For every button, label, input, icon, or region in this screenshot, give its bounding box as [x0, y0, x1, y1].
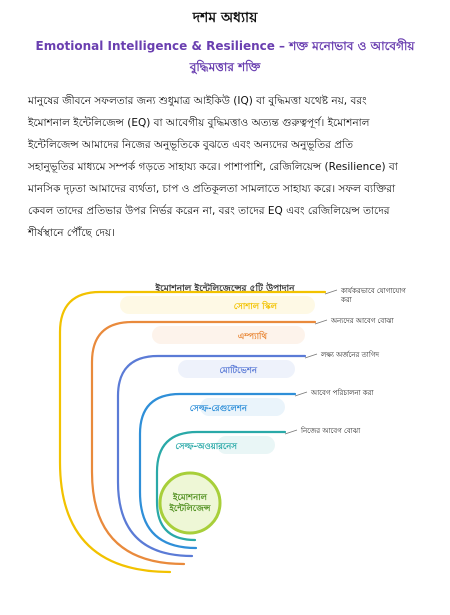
- chapter-title-line-1: Emotional Intelligence & Resilience – শক্ত মনোভাব ও আবেগীয়: [35, 39, 415, 53]
- layer-note: কার্যকরভাবে যোগাযোগ: [341, 287, 406, 295]
- note-connector: [305, 354, 317, 358]
- note-connector: [285, 430, 297, 434]
- paragraph-line: মানুষের জীবনে সফলতার জন্য শুধুমাত্র আইকিউ (IQ) বা বুদ্ধিমত্তা যথেষ্ট নয়, বরং: [28, 95, 367, 107]
- layer-label: সেল্ফ-রেগুলেশন: [189, 404, 247, 414]
- diagram-layers: [60, 287, 406, 572]
- paragraph-line: শীর্ষস্থানে পৌঁছে দেয়।: [28, 227, 115, 239]
- layer-band: [120, 296, 315, 314]
- note-connector: [295, 392, 307, 396]
- paragraph-line: মানসিক দৃঢ়তা আমাদের ব্যর্থতা, চাপ ও প্রতিকূলতা সামলাতে সাহায্য করে। সফল ব্যক্তিরা: [28, 183, 396, 195]
- layer-label: মোটিভেশন: [219, 366, 257, 376]
- core-label: ইন্টেলিজেন্স: [169, 504, 211, 514]
- note-connector: [315, 320, 327, 324]
- layer-note: অন্যদের আবেগ বোঝা: [331, 317, 394, 325]
- paragraph-line: কেবল তাদের প্রতিভার উপর নির্ভর করেন না, বরং তাদের EQ এবং রেজিলিয়েন্স তাদের: [28, 205, 390, 217]
- paragraph-line: ইমোশনাল ইন্টেলিজেন্স (EQ) বা আবেগীয় বুদ্ধিমত্তাও অত্যন্ত গুরুত্বপূর্ণ। ইমোশনাল: [28, 117, 370, 129]
- diagram-core: [160, 473, 220, 533]
- diagram-title: ইমোশনাল ইন্টেলিজেন্সের ৫টি উপাদান: [155, 284, 295, 294]
- note-connector: [325, 290, 337, 294]
- layer-label: এম্প্যাথি: [237, 332, 267, 342]
- paragraph-line: সহানুভূতির মাধ্যমে সম্পর্ক গড়তে সাহায্য করে। পাশাপাশি, রেজিলিয়েন্স (Resilience) বা: [28, 161, 398, 173]
- core-label: ইমোশনাল: [173, 493, 207, 503]
- layer-note: নিজের আবেগ বোঝা: [301, 427, 361, 435]
- paragraph-line: ইন্টেলিজেন্স আমাদের নিজের অনুভূতিকে বুঝতে এবং অন্যদের অনুভূতির প্রতি: [28, 139, 353, 151]
- layer-band: [152, 326, 305, 344]
- layer-label: সেল্ফ-অওয়ারনেস: [175, 442, 237, 452]
- chapter-heading: দশম অধ্যায়: [192, 10, 258, 26]
- layer-note: আবেগ পরিচালনা করা: [311, 389, 374, 397]
- layer-label: সোশাল স্কিল: [233, 302, 277, 312]
- layer-note: লক্ষ্য অর্জনের তাগিদ: [321, 351, 380, 359]
- chapter-title-line-2: বুদ্ধিমত্তার শক্তি: [189, 60, 261, 74]
- layer-note: করা: [341, 296, 352, 304]
- core-circle: [160, 473, 220, 533]
